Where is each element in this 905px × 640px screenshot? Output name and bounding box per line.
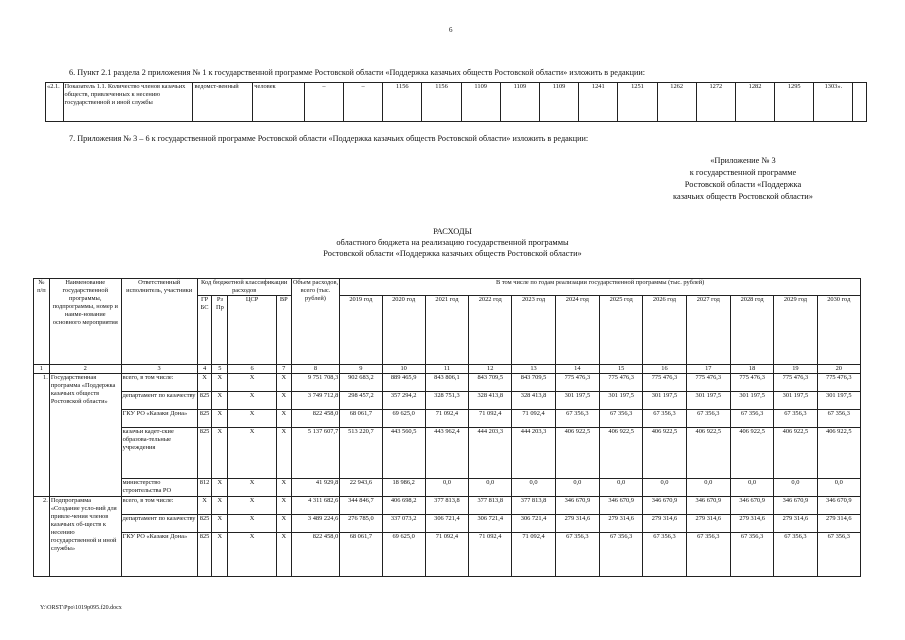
table-cell: 0,0 (643, 479, 686, 497)
table-cell: 775 476,3 (730, 374, 773, 392)
table-cell: 406 922,5 (600, 428, 643, 479)
code-header: Рз Пр (212, 296, 228, 365)
table-cell: Х (228, 533, 277, 577)
table-cell: 357 294,2 (382, 392, 425, 410)
file-path-footer: Y:\ORST\Ppo\1019p095.f20.docx (40, 605, 122, 611)
table-cell: 0,0 (817, 479, 860, 497)
table-cell: 843 709,5 (512, 374, 555, 392)
table-cell: 301 197,5 (600, 392, 643, 410)
table-cell: 406 922,5 (686, 428, 730, 479)
table-cell: 406 922,5 (730, 428, 773, 479)
table-cell: 406 922,5 (555, 428, 599, 479)
table-cell: Показатель 1.1. Количество членов казачьих обществ, привлеченных к несению государственной и иной службы (63, 83, 193, 122)
code-header: ЦСР (228, 296, 277, 365)
table-cell: 279 314,6 (643, 515, 686, 533)
table-row (34, 392, 861, 410)
column-number: 19 (774, 365, 817, 374)
table-cell: 1109 (500, 83, 539, 122)
table-cell: 825 (197, 410, 212, 428)
program-name: Государственная программа «Поддержка казачьих обществ Ростовской области» (49, 374, 121, 497)
table-cell: 68 061,7 (340, 410, 382, 428)
table-cell: 301 197,5 (555, 392, 599, 410)
column-number: 9 (340, 365, 382, 374)
table-cell: Х (228, 497, 277, 515)
table-cell: Х (228, 479, 277, 497)
col-num-header: № п/п (34, 279, 50, 365)
table-cell: 406 698,2 (382, 497, 425, 515)
column-number: 16 (643, 365, 686, 374)
column-number: 7 (276, 365, 291, 374)
table-cell: 276 785,0 (340, 515, 382, 533)
table-cell: 0,0 (469, 479, 512, 497)
table-cell: человек (253, 83, 305, 122)
table-row (34, 374, 861, 392)
col-name-header: Наименование государственной программы, подпрограммы, номер и наиме-нование основного мероприятия (49, 279, 121, 365)
table-row (34, 515, 861, 533)
table-cell: 889 465,9 (382, 374, 425, 392)
table-cell: 0,0 (774, 479, 817, 497)
table-cell: всего, в том числе: (121, 374, 197, 392)
table-cell: 346 670,9 (555, 497, 599, 515)
table-cell: 1109 (539, 83, 578, 122)
table-cell: 306 721,4 (512, 515, 555, 533)
year-header: 2029 год (774, 296, 817, 365)
table-cell: 346 670,9 (817, 497, 860, 515)
table-cell: 9 751 708,3 (291, 374, 340, 392)
title-line: РАСХОДЫ (433, 227, 472, 236)
table-cell: 298 457,2 (340, 392, 382, 410)
year-header: 2026 год (643, 296, 686, 365)
table-cell: 22 943,6 (340, 479, 382, 497)
year-header: 2030 год (817, 296, 860, 365)
table-cell: 346 670,9 (730, 497, 773, 515)
table-cell: ведомст-венный (193, 83, 253, 122)
table-cell: 346 670,9 (686, 497, 730, 515)
table-cell: 377 813,8 (425, 497, 468, 515)
table-cell: 306 721,4 (425, 515, 468, 533)
table-cell: 0,0 (555, 479, 599, 497)
table-cell: 67 356,3 (600, 533, 643, 577)
table-cell: Х (228, 428, 277, 479)
table-cell: 825 (197, 515, 212, 533)
row-number: 1. (34, 374, 50, 497)
table-cell: всего, в том числе: (121, 497, 197, 515)
program-name: Подпрограмма «Создание усло-вий для привле-чения членов казачьих об-ществ к несению государственной и иной службы» (49, 497, 121, 577)
year-header: 2022 год (469, 296, 512, 365)
table-cell: 344 846,7 (340, 497, 382, 515)
table-cell: Х (276, 392, 291, 410)
table-cell: 775 476,3 (555, 374, 599, 392)
table-cell: 301 197,5 (686, 392, 730, 410)
table-cell: департамент по казачеству (121, 392, 197, 410)
document-title (0, 226, 905, 259)
table-cell: 41 929,8 (291, 479, 340, 497)
table-cell: 1272 (696, 83, 735, 122)
table-cell: департамент по казачеству (121, 515, 197, 533)
table-cell: 444 203,3 (469, 428, 512, 479)
table-cell: 825 (197, 428, 212, 479)
appendix-heading (643, 155, 843, 203)
table-cell: 825 (197, 533, 212, 577)
table-cell: 71 092,4 (425, 410, 468, 428)
table-cell: 0,0 (686, 479, 730, 497)
table-cell: 67 356,3 (600, 410, 643, 428)
column-number: 11 (425, 365, 468, 374)
appendix-line: казачьих обществ Ростовской области» (673, 192, 813, 201)
table-cell: 328 751,3 (425, 392, 468, 410)
table-cell: 775 476,3 (686, 374, 730, 392)
column-number: 13 (512, 365, 555, 374)
column-number: 10 (382, 365, 425, 374)
column-number: 8 (291, 365, 340, 374)
table-cell: 843 709,5 (469, 374, 512, 392)
table-cell: 67 356,3 (774, 410, 817, 428)
table-cell: 67 356,3 (730, 533, 773, 577)
table-cell: Х (212, 515, 228, 533)
table-cell: Х (228, 515, 277, 533)
table-cell: 775 476,3 (600, 374, 643, 392)
year-header: 2021 год (425, 296, 468, 365)
appendix-line: «Приложение № 3 (710, 156, 776, 165)
year-header: 2020 год (382, 296, 425, 365)
table-cell: Х (212, 392, 228, 410)
table-cell: Х (276, 497, 291, 515)
year-header: 2019 год (340, 296, 382, 365)
column-number: 14 (555, 365, 599, 374)
table-cell: Х (276, 515, 291, 533)
table-cell: 346 670,9 (774, 497, 817, 515)
table-cell: ГКУ РО «Казаки Дона» (121, 533, 197, 577)
table-cell: 377 813,8 (512, 497, 555, 515)
table-cell: 279 314,6 (600, 515, 643, 533)
table-cell: 822 458,0 (291, 533, 340, 577)
row-number: 2. (34, 497, 50, 577)
column-number: 5 (212, 365, 228, 374)
table-cell: 67 356,3 (643, 410, 686, 428)
table-cell: Х (212, 428, 228, 479)
year-header: 2028 год (730, 296, 773, 365)
table-cell: 301 197,5 (817, 392, 860, 410)
table-cell: 301 197,5 (643, 392, 686, 410)
table-cell: 1109 (461, 83, 500, 122)
paragraph-6: 6. Пункт 2.1 раздела 2 приложения № 1 к государственной программе Ростовской области «Поддержка казачьих обществ Ростовской области» изложить в редакции: (69, 68, 646, 77)
table-cell: Х (212, 533, 228, 577)
code-header: ГР БС (197, 296, 212, 365)
year-header: 2023 год (512, 296, 555, 365)
table-cell: 69 625,0 (382, 410, 425, 428)
table-cell: 843 806,1 (425, 374, 468, 392)
table-cell: 279 314,6 (686, 515, 730, 533)
year-header: 2024 год (555, 296, 599, 365)
table-cell: 346 670,9 (600, 497, 643, 515)
table-cell: Х (276, 428, 291, 479)
table-cell: Х (212, 374, 228, 392)
table-cell: 67 356,3 (643, 533, 686, 577)
code-header: ВР (276, 296, 291, 365)
table-cell: 1282 (735, 83, 774, 122)
column-number: 2 (49, 365, 121, 374)
col-total-header: Объем расходов, всего (тыс. рублей) (291, 279, 340, 365)
col-code-header: Код бюджетной классификации расходов (197, 279, 291, 296)
header-row (34, 279, 861, 296)
table-cell: 346 670,9 (643, 497, 686, 515)
table-cell: 301 197,5 (730, 392, 773, 410)
table-cell: 306 721,4 (469, 515, 512, 533)
table-cell: 71 092,4 (469, 533, 512, 577)
table-cell: 67 356,3 (555, 533, 599, 577)
table-cell: Х (228, 392, 277, 410)
table-cell: Х (212, 410, 228, 428)
table-cell: Х (212, 497, 228, 515)
table-cell: 0,0 (512, 479, 555, 497)
table-cell: 3 749 712,8 (291, 392, 340, 410)
year-header: 2027 год (686, 296, 730, 365)
year-header: 2025 год (600, 296, 643, 365)
table-cell: министерство строительства РО (121, 479, 197, 497)
table-cell: 3 489 224,6 (291, 515, 340, 533)
table-cell: Х (212, 479, 228, 497)
col-years-header: В том числе по годам реализации государственной программы (тыс. рублей) (340, 279, 861, 296)
column-number-row (34, 365, 861, 374)
table-cell: 902 683,2 (340, 374, 382, 392)
table-cell: Х (228, 374, 277, 392)
column-number: 20 (817, 365, 860, 374)
table-cell: 328 413,8 (469, 392, 512, 410)
table-cell (853, 83, 867, 122)
table-cell: «2.1. (46, 83, 64, 122)
title-line: Ростовской области «Поддержка казачьих обществ Ростовской области» (323, 249, 582, 258)
table-cell: 775 476,3 (817, 374, 860, 392)
table-cell: 279 314,6 (774, 515, 817, 533)
appendix-line: к государственной программе (689, 168, 797, 177)
table-cell: 406 922,5 (774, 428, 817, 479)
table-cell: 67 356,3 (817, 533, 860, 577)
table-cell: 67 356,3 (774, 533, 817, 577)
table-cell: – (304, 83, 343, 122)
table-cell: казачьи кадет-ские образова-тельные учреждения (121, 428, 197, 479)
table-cell: 337 073,2 (382, 515, 425, 533)
table-cell: 775 476,3 (774, 374, 817, 392)
table-cell: 1241 (579, 83, 618, 122)
table-cell: 775 476,3 (643, 374, 686, 392)
table-cell: 67 356,3 (686, 410, 730, 428)
page-number: 6 (449, 26, 453, 34)
table-cell: 71 092,4 (512, 410, 555, 428)
table-cell: 1262 (657, 83, 696, 122)
table-cell: 69 625,0 (382, 533, 425, 577)
column-number: 12 (469, 365, 512, 374)
appendix-line: Ростовской области «Поддержка (684, 180, 802, 189)
column-number: 1 (34, 365, 50, 374)
table-cell: 1251 (618, 83, 657, 122)
table-cell: 67 356,3 (686, 533, 730, 577)
table-cell: 18 986,2 (382, 479, 425, 497)
table-row (34, 533, 861, 577)
table-cell: 812 (197, 479, 212, 497)
table-cell: 825 (197, 392, 212, 410)
table-row (34, 497, 861, 515)
expenses-table (33, 278, 861, 577)
table-cell: 279 314,6 (555, 515, 599, 533)
table-cell: 406 922,5 (817, 428, 860, 479)
table-cell: 67 356,3 (730, 410, 773, 428)
table-cell: 328 413,8 (512, 392, 555, 410)
table-row (34, 479, 861, 497)
table-cell: 71 092,4 (512, 533, 555, 577)
column-number: 18 (730, 365, 773, 374)
column-number: 6 (228, 365, 277, 374)
table-row (34, 410, 861, 428)
table-row (46, 83, 867, 122)
column-number: 15 (600, 365, 643, 374)
table-cell: 67 356,3 (817, 410, 860, 428)
table-cell: Х (276, 533, 291, 577)
col-resp-header: Ответственный исполнитель, участники (121, 279, 197, 365)
column-number: 4 (197, 365, 212, 374)
title-line: областного бюджета на реализацию государственной программы (336, 238, 569, 247)
table-cell: 71 092,4 (469, 410, 512, 428)
table-cell: Х (276, 410, 291, 428)
table-cell: 0,0 (730, 479, 773, 497)
table-cell: 0,0 (600, 479, 643, 497)
table-cell: 67 356,3 (555, 410, 599, 428)
table-cell: 279 314,6 (730, 515, 773, 533)
table-cell: 822 458,0 (291, 410, 340, 428)
indicator-table (45, 82, 867, 122)
table-cell: 513 220,7 (340, 428, 382, 479)
table-cell: Х (228, 410, 277, 428)
table-cell: Х (276, 374, 291, 392)
table-cell: 377 813,8 (469, 497, 512, 515)
table-cell: 5 137 607,7 (291, 428, 340, 479)
table-cell: 1295 (775, 83, 814, 122)
table-cell: Х (197, 497, 212, 515)
table-cell: Х (197, 374, 212, 392)
table-cell: 443 560,5 (382, 428, 425, 479)
table-row (34, 428, 861, 479)
table-cell: Х (276, 479, 291, 497)
table-cell: 0,0 (425, 479, 468, 497)
table-cell: 279 314,6 (817, 515, 860, 533)
table-cell: 1303». (814, 83, 853, 122)
column-number: 17 (686, 365, 730, 374)
table-cell: 1156 (383, 83, 422, 122)
table-cell: 71 092,4 (425, 533, 468, 577)
table-cell: ГКУ РО «Казаки Дона» (121, 410, 197, 428)
paragraph-7: 7. Приложения № 3 – 6 к государственной программе Ростовской области «Поддержка казачьих обществ Ростовской области» изложить в редакции: (69, 134, 589, 143)
table-cell: 1156 (422, 83, 461, 122)
table-cell: 443 962,4 (425, 428, 468, 479)
table-cell: 4 311 682,6 (291, 497, 340, 515)
column-number: 3 (121, 365, 197, 374)
table-cell: 301 197,5 (774, 392, 817, 410)
table-cell: – (344, 83, 383, 122)
table-cell: 68 061,7 (340, 533, 382, 577)
table-cell: 444 203,3 (512, 428, 555, 479)
table-cell: 406 922,5 (643, 428, 686, 479)
